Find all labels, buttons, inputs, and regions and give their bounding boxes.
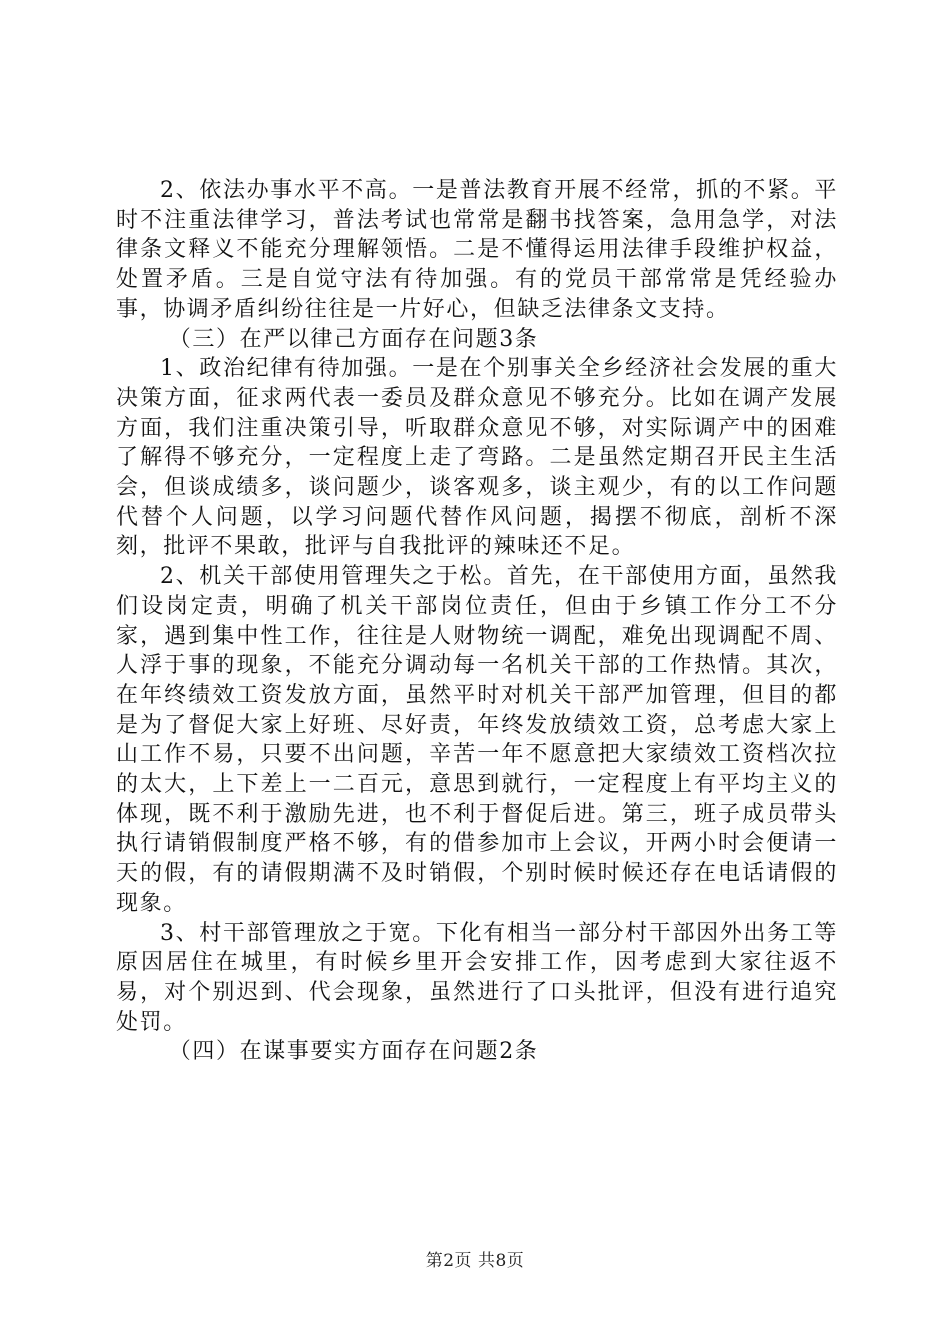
paragraph-law-compliance: 2、依法办事水平不高。一是普法教育开展不经常，抓的不紧。平时不注重法律学习，普法考试也常常是翻书找答案，急用急学，对法律条文释义不能充分理解领悟。二是不懂得运用法律手段维护权益，处置矛盾。三是自觉守法有待加强。有的党员干部常常是凭经验办事，协调矛盾纠纷往往是一片好心，但缺乏法律条文支持。	[116, 178, 838, 322]
paragraph-village-cadre-management: 3、村干部管理放之于宽。下化有相当一部分村干部因外出务工等原因居住在城里，有时候乡里开会安排工作，因考虑到大家往返不易，对个别迟到、代会现象，虽然进行了口头批评，但没有进行追究处罚。	[116, 920, 838, 1035]
paragraph-cadre-management: 2、机关干部使用管理失之于松。首先，在干部使用方面，虽然我们设岗定责，明确了机关干部岗位责任，但由于乡镇工作分工不分家，遇到集中性工作，往往是人财物统一调配，难免出现调配不周、人浮于事的现象，不能充分调动每一名机关干部的工作热情。其次，在年终绩效工资发放方面，虽然平时对机关干部严加管理，但目的都是为了督促大家上好班、尽好责，年终发放绩效工资，总考虑大家上山工作不易，只要不出问题，辛苦一年不愿意把大家绩效工资档次拉的太大，上下差上一二百元，意思到就行，一定程度上有平均主义的体现，既不利于激励先进，也不利于督促后进。第三，班子成员带头执行请销假制度严格不够，有的借参加市上会议，开两小时会便请一天的假，有的请假期满不及时销假，个别时候时候还存在电话请假的现象。	[116, 564, 838, 916]
section-heading-self-discipline: （三）在严以律己方面存在问题3条	[168, 326, 539, 352]
document-body	[116, 176, 838, 1067]
paragraph-political-discipline: 1、政治纪律有待加强。一是在个别事关全乡经济社会发展的重大决策方面，征求两代表一委员及群众意见不够充分。比如在调产发展方面，我们注重决策引导，听取群众意见不够，对实际调产中的困难了解得不够充分，一定程度上走了弯路。二是虽然定期召开民主生活会，但谈成绩多，谈问题少，谈客观多，谈主观少，有的以工作问题代替个人问题，以学习问题代替作风问题，揭摆不彻底，剖析不深刻，批评不果敢，批评与自我批评的辣味还不足。	[116, 356, 838, 560]
page-number-footer: 第2页 共8页	[425, 1251, 525, 1271]
section-heading-practical-planning: （四）在谋事要实方面存在问题2条	[168, 1039, 539, 1065]
